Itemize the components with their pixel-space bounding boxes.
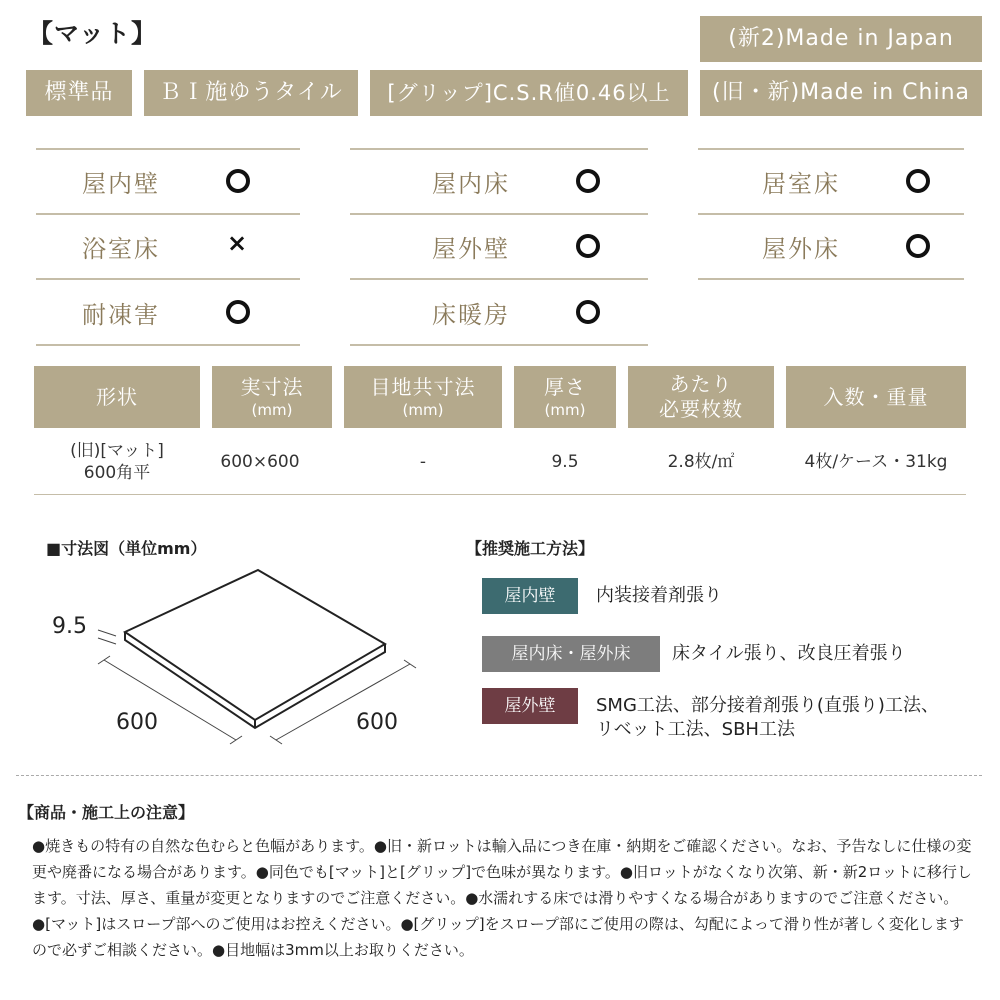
- made-in-japan-tag: (新2)Made in Japan: [700, 16, 982, 62]
- circle-icon: [576, 169, 600, 193]
- method-text-outdoor-wall: SMG工法、部分接着剤張り(直張り)工法、 リベット工法、SBH工法: [596, 695, 939, 740]
- table-cell-pieces-per-sqm: 2.8枚/㎡: [667, 452, 735, 472]
- standard-tag: 標準品: [26, 70, 132, 116]
- circle-icon: [906, 169, 930, 193]
- circle-icon: [576, 300, 600, 324]
- method-tag-outdoor-wall: 屋外壁: [482, 688, 578, 724]
- usage-label-outdoor-floor: 屋外床: [762, 235, 840, 263]
- thickness-label: 9.5: [52, 614, 87, 639]
- section-divider: [16, 775, 982, 776]
- table-header-qty-weight: 入数・重量: [786, 366, 966, 428]
- method-tag-indoor-wall: 屋内壁: [482, 578, 578, 614]
- usage-label-indoor-wall: 屋内壁: [82, 170, 160, 198]
- cross-icon: ×: [227, 229, 248, 257]
- table-header-shape: 形状: [34, 366, 200, 428]
- method-text-floor: 床タイル張り、改良圧着張り: [672, 643, 906, 664]
- notes-body: ●焼きもの特有の自然な色むらと色幅があります。●旧・新ロットは輸入品につき在庫・納期をご確認ください。なお、予告なしに仕様の変更や廃番になる場合があります。●同色でも[マット]と[グリップ]で色味が異なります。●旧ロットがなくなり次第、新・新2ロットに移行します。寸法、厚さ、重量が変更となりますのでご注意ください。●水濡れする床では滑りやすくなる場合がありますのでご注意ください。●[マット]はスロープ部へのご使用はお控えください。●[グリップ]をスロープ部にご使用の際は、勾配によって滑り性が著しく変化しますので必ずご相談ください。●目地幅は3mm以上お取りください。: [32, 837, 972, 959]
- dimension-title: ■寸法図（単位mm）: [46, 539, 207, 558]
- circle-icon: [226, 300, 250, 324]
- usage-label-outdoor-wall: 屋外壁: [432, 235, 510, 263]
- table-cell-joint-size: -: [419, 452, 427, 472]
- table-cell-thickness: 9.5: [551, 452, 579, 472]
- method-text-indoor-wall: 内装接着剤張り: [596, 585, 722, 606]
- table-header-actual-size: 実寸法 (mm): [212, 366, 332, 428]
- usage-label-living-floor: 居室床: [762, 170, 840, 198]
- page-title: 【マット】: [28, 19, 158, 48]
- csr-tag: [グリップ]C.S.R値0.46以上: [370, 70, 688, 116]
- table-header-pieces-per-sqm: あたり 必要枚数: [628, 366, 774, 428]
- table-cell-actual-size: 600×600: [220, 452, 300, 472]
- methods-title: 【推奨施工方法】: [466, 539, 595, 558]
- table-header-joint-size: 目地共寸法 (mm): [344, 366, 502, 428]
- usage-label-bath-floor: 浴室床: [82, 235, 160, 263]
- table-header-thickness: 厚さ (mm): [514, 366, 616, 428]
- table-bottom-rule: [34, 494, 966, 495]
- method-tag-floor: 屋内床・屋外床: [482, 636, 660, 672]
- width-label: 600: [116, 710, 158, 735]
- table-cell-shape: (旧)[マット] 600角平: [70, 441, 164, 483]
- usage-label-frost-resistance: 耐凍害: [82, 301, 160, 329]
- depth-label: 600: [356, 710, 398, 735]
- usage-label-indoor-floor: 屋内床: [432, 170, 510, 198]
- made-in-china-tag: (旧・新)Made in China: [700, 70, 982, 116]
- glaze-tag: ＢＩ施ゆうタイル: [144, 70, 358, 116]
- table-cell-qty-weight: 4枚/ケース・31kg: [804, 452, 948, 472]
- notes-title: 【商品・施工上の注意】: [18, 803, 195, 822]
- usage-label-floor-heating: 床暖房: [432, 301, 510, 329]
- circle-icon: [906, 234, 930, 258]
- circle-icon: [576, 234, 600, 258]
- circle-icon: [226, 169, 250, 193]
